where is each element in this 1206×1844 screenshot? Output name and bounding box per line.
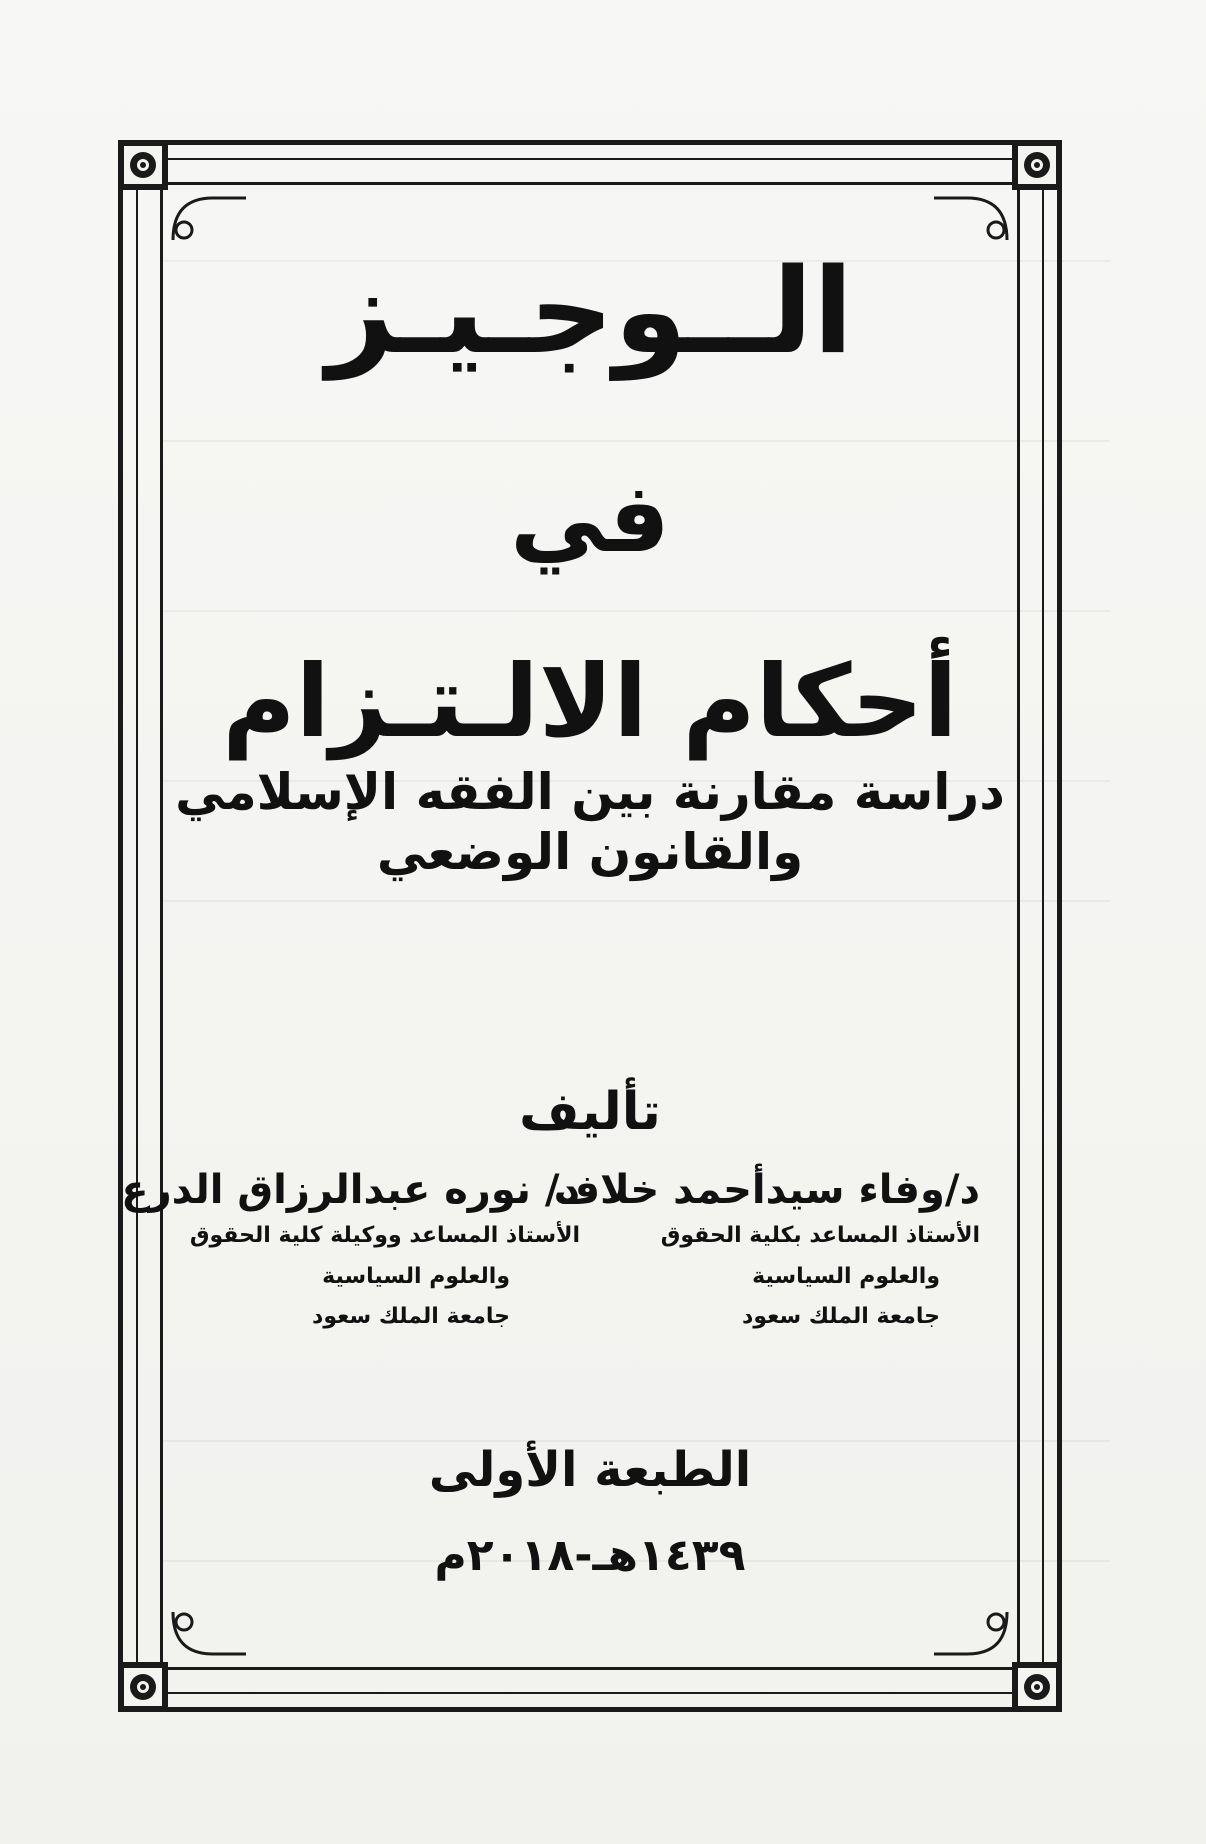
- author-block: [121, 1164, 580, 1338]
- author-name: د/ نوره عبدالرزاق الدرع: [121, 1167, 580, 1213]
- author-university: جامعة الملك سعود: [742, 1304, 940, 1330]
- author-university: جامعة الملك سعود: [312, 1304, 510, 1330]
- author-position-cont: والعلوم السياسية: [322, 1263, 510, 1289]
- title-connector: في: [510, 462, 670, 574]
- author-position-cont: والعلوم السياسية: [752, 1263, 940, 1289]
- book-description: دراسة مقارنة بين الفقه الإسلامي والقانون الوضعي: [175, 763, 1005, 881]
- cover-content: [121, 182, 1020, 1670]
- author-name: د/وفاء سيدأحمد خلاف: [553, 1167, 980, 1213]
- author-position: الأستاذ المساعد بكلية الحقوق: [660, 1223, 980, 1248]
- author-block: [553, 1164, 980, 1338]
- edition-label: الطبعة الأولى: [428, 1442, 752, 1498]
- publication-date: ١٤٣٩هـ-٢٠١٨م: [434, 1530, 746, 1581]
- authorship-label: تأليف: [519, 1082, 661, 1142]
- author-position: الأستاذ المساعد ووكيلة كلية الحقوق: [189, 1223, 580, 1248]
- book-subtitle: أحكام الالـتـزام: [222, 643, 958, 760]
- book-title: الــوجـيـز: [326, 242, 854, 380]
